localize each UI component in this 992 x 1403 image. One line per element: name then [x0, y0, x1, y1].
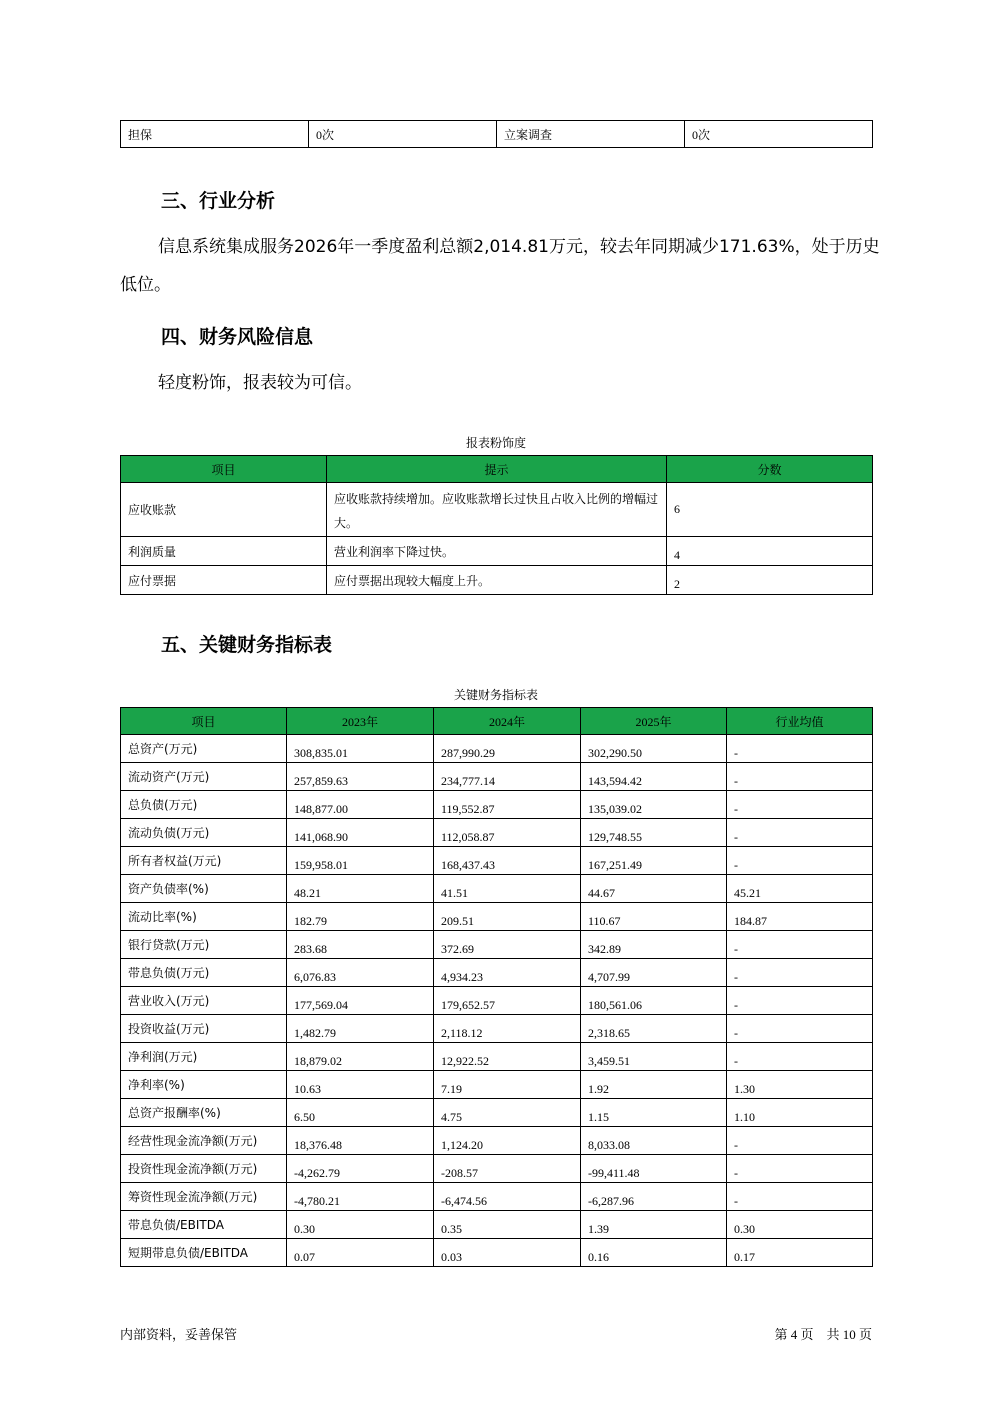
indicator-name: 流动负债(万元) — [121, 819, 287, 847]
indicator-value: 0.35 — [434, 1211, 581, 1239]
investigation-label: 立案调查 — [497, 121, 685, 148]
risk-summary-text: 轻度粉饰，报表较为可信。 — [158, 373, 362, 393]
table-row — [121, 1127, 873, 1155]
indicator-name: 短期带息负债/EBITDA — [121, 1239, 287, 1267]
indicator-value: -4,780.21 — [287, 1183, 434, 1211]
risk-score: 4 — [667, 537, 873, 566]
table-row — [121, 987, 873, 1015]
table-row — [121, 735, 873, 763]
indicator-value: 372.69 — [434, 931, 581, 959]
risk-table-caption: 报表粉饰度 — [465, 436, 526, 450]
indicator-value: - — [727, 959, 873, 987]
indicator-value: 41.51 — [434, 875, 581, 903]
risk-item: 应收账款 — [121, 483, 327, 537]
indicator-value: 44.67 — [581, 875, 727, 903]
table-row — [121, 537, 873, 566]
indicator-value: 0.30 — [727, 1211, 873, 1239]
indicator-name: 带息负债(万元) — [121, 959, 287, 987]
indicator-value: 141,068.90 — [287, 819, 434, 847]
risk-score: 6 — [667, 483, 873, 537]
indicator-value: 148,877.00 — [287, 791, 434, 819]
indicator-value: 135,039.02 — [581, 791, 727, 819]
indicator-value: - — [727, 763, 873, 791]
indicator-value: -4,262.79 — [287, 1155, 434, 1183]
indicator-value: 1,482.79 — [287, 1015, 434, 1043]
indicator-name: 流动比率(%) — [121, 903, 287, 931]
risk-hint: 营业利润率下降过快。 — [327, 537, 667, 566]
indicator-value: 1.15 — [581, 1099, 727, 1127]
key-table-caption: 关键财务指标表 — [453, 688, 538, 702]
table-row — [121, 1043, 873, 1071]
indicator-value: 143,594.42 — [581, 763, 727, 791]
indicator-value: 8,033.08 — [581, 1127, 727, 1155]
table-row — [121, 1071, 873, 1099]
indicator-value: 167,251.49 — [581, 847, 727, 875]
indicator-name: 总资产(万元) — [121, 735, 287, 763]
indicator-name: 筹资性现金流净额(万元) — [121, 1183, 287, 1211]
indicator-value: 48.21 — [287, 875, 434, 903]
column-header: 行业均值 — [727, 708, 873, 735]
indicator-value: 180,561.06 — [581, 987, 727, 1015]
indicator-name: 投资性现金流净额(万元) — [121, 1155, 287, 1183]
section-heading-key-indicators: 五、关键财务指标表 — [161, 634, 333, 656]
guarantee-label: 担保 — [121, 121, 309, 148]
table-row — [121, 1155, 873, 1183]
risk-hint: 应收账款持续增加。应收账款增长过快且占收入比例的增幅过大。 — [327, 483, 667, 537]
indicator-value: 2,118.12 — [434, 1015, 581, 1043]
risk-table — [120, 455, 873, 595]
risk-hint: 应付票据出现较大幅度上升。 — [327, 566, 667, 595]
indicator-value: -6,474.56 — [434, 1183, 581, 1211]
column-header: 分数 — [667, 456, 873, 483]
risk-item: 应付票据 — [121, 566, 327, 595]
indicator-value: 12,922.52 — [434, 1043, 581, 1071]
indicator-value: - — [727, 931, 873, 959]
indicator-name: 投资收益(万元) — [121, 1015, 287, 1043]
risk-item: 利润质量 — [121, 537, 327, 566]
indicator-value: 209.51 — [434, 903, 581, 931]
table-row — [121, 1183, 873, 1211]
indicator-value: 10.63 — [287, 1071, 434, 1099]
indicator-value: 179,652.57 — [434, 987, 581, 1015]
indicator-value: 1.10 — [727, 1099, 873, 1127]
indicator-value: 182.79 — [287, 903, 434, 931]
indicator-name: 总负债(万元) — [121, 791, 287, 819]
indicator-value: 119,552.87 — [434, 791, 581, 819]
indicator-value: 0.17 — [727, 1239, 873, 1267]
table-row — [121, 819, 873, 847]
indicator-value: - — [727, 735, 873, 763]
indicator-value: 1.30 — [727, 1071, 873, 1099]
column-header: 2025年 — [581, 708, 727, 735]
footer-confidential: 内部资料，妥善保管 — [120, 1328, 238, 1343]
indicator-name: 经营性现金流净额(万元) — [121, 1127, 287, 1155]
table-row — [121, 1239, 873, 1267]
risk-score: 2 — [667, 566, 873, 595]
indicator-value: 184.87 — [727, 903, 873, 931]
table-row — [121, 959, 873, 987]
indicator-value: 234,777.14 — [434, 763, 581, 791]
indicator-name: 营业收入(万元) — [121, 987, 287, 1015]
indicator-value: - — [727, 1043, 873, 1071]
indicator-value: 0.07 — [287, 1239, 434, 1267]
indicator-value: 2,318.65 — [581, 1015, 727, 1043]
industry-analysis-text: 信息系统集成服务2026年一季度盈利总额2,014.81万元，较去年同期减少171.63%，处于历史低位。 — [120, 237, 880, 295]
investigation-value: 0次 — [685, 121, 873, 148]
table-row — [121, 1099, 873, 1127]
indicator-value: 4,707.99 — [581, 959, 727, 987]
indicator-value: 257,859.63 — [287, 763, 434, 791]
indicator-name: 所有者权益(万元) — [121, 847, 287, 875]
table-header-row — [121, 456, 873, 483]
indicator-value: 3,459.51 — [581, 1043, 727, 1071]
footer-page-number: 第 4 页 共 10 页 — [774, 1327, 872, 1342]
column-header: 2023年 — [287, 708, 434, 735]
indicator-name: 资产负债率(%) — [121, 875, 287, 903]
table-row — [121, 791, 873, 819]
table-row — [121, 903, 873, 931]
indicator-name: 带息负债/EBITDA — [121, 1211, 287, 1239]
indicator-name: 总资产报酬率(%) — [121, 1099, 287, 1127]
indicator-value: 1.92 — [581, 1071, 727, 1099]
guarantee-table — [120, 120, 873, 148]
indicator-value: 4,934.23 — [434, 959, 581, 987]
column-header: 2024年 — [434, 708, 581, 735]
column-header: 项目 — [121, 456, 327, 483]
indicator-value: 45.21 — [727, 875, 873, 903]
indicator-value: - — [727, 819, 873, 847]
table-row — [121, 483, 873, 537]
table-row — [121, 847, 873, 875]
table-row — [121, 931, 873, 959]
column-header: 项目 — [121, 708, 287, 735]
indicator-value: 168,437.43 — [434, 847, 581, 875]
indicator-value: 302,290.50 — [581, 735, 727, 763]
indicator-value: 0.03 — [434, 1239, 581, 1267]
table-row — [121, 875, 873, 903]
indicator-value: 0.16 — [581, 1239, 727, 1267]
table-row — [121, 1015, 873, 1043]
indicator-value: 18,879.02 — [287, 1043, 434, 1071]
indicator-value: 18,376.48 — [287, 1127, 434, 1155]
indicator-value: 1.39 — [581, 1211, 727, 1239]
indicator-value: 308,835.01 — [287, 735, 434, 763]
table-row — [121, 121, 873, 148]
indicator-value: 159,958.01 — [287, 847, 434, 875]
indicator-value: - — [727, 987, 873, 1015]
column-header: 提示 — [327, 456, 667, 483]
table-row — [121, 566, 873, 595]
key-indicator-table — [120, 707, 873, 1267]
indicator-value: - — [727, 1015, 873, 1043]
indicator-value: - — [727, 1127, 873, 1155]
indicator-value: 4.75 — [434, 1099, 581, 1127]
indicator-value: 287,990.29 — [434, 735, 581, 763]
indicator-value: 112,058.87 — [434, 819, 581, 847]
indicator-value: -6,287.96 — [581, 1183, 727, 1211]
indicator-value: 0.30 — [287, 1211, 434, 1239]
section-heading-industry: 三、行业分析 — [161, 190, 276, 212]
indicator-value: - — [727, 1155, 873, 1183]
indicator-value: 1,124.20 — [434, 1127, 581, 1155]
indicator-value: - — [727, 847, 873, 875]
indicator-value: 129,748.55 — [581, 819, 727, 847]
indicator-name: 净利率(%) — [121, 1071, 287, 1099]
guarantee-value: 0次 — [309, 121, 497, 148]
table-row — [121, 1211, 873, 1239]
indicator-value: 283.68 — [287, 931, 434, 959]
table-row — [121, 763, 873, 791]
indicator-value: 110.67 — [581, 903, 727, 931]
indicator-value: 7.19 — [434, 1071, 581, 1099]
indicator-name: 流动资产(万元) — [121, 763, 287, 791]
indicator-value: -208.57 — [434, 1155, 581, 1183]
indicator-name: 银行贷款(万元) — [121, 931, 287, 959]
indicator-value: 6,076.83 — [287, 959, 434, 987]
indicator-value: - — [727, 791, 873, 819]
indicator-value: 177,569.04 — [287, 987, 434, 1015]
indicator-value: 342.89 — [581, 931, 727, 959]
indicator-value: -99,411.48 — [581, 1155, 727, 1183]
table-header-row — [121, 708, 873, 735]
indicator-value: - — [727, 1183, 873, 1211]
indicator-name: 净利润(万元) — [121, 1043, 287, 1071]
section-heading-risk: 四、财务风险信息 — [161, 326, 314, 348]
indicator-value: 6.50 — [287, 1099, 434, 1127]
